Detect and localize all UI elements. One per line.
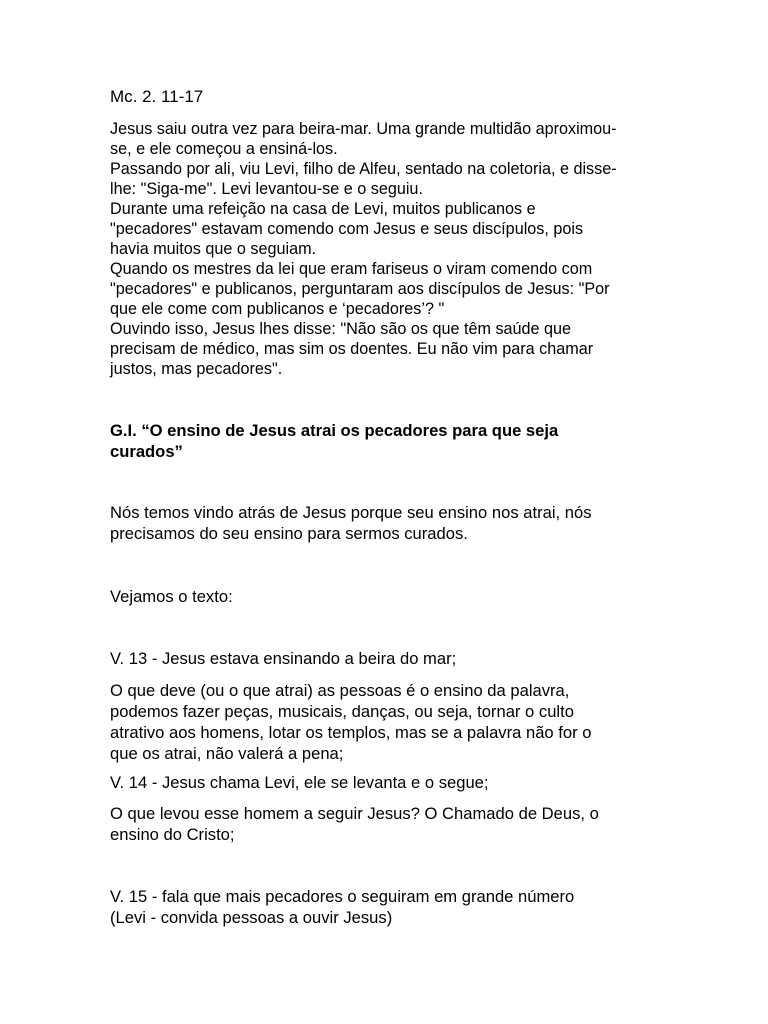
passage-line: "pecadores" e publicanos, perguntaram aos discípulos de Jesus: "Por bbox=[110, 280, 610, 298]
verse-13-line: atrativo aos homens, lotar os templos, mas se a palavra não for o bbox=[110, 723, 592, 742]
passage-line: Quando os mestres da lei que eram fariseus o viram comendo com bbox=[110, 260, 593, 278]
verse-13-title: V. 13 - Jesus estava ensinando a beira do mar; bbox=[110, 649, 457, 668]
passage-line: "pecadores" estavam comendo com Jesus e seus discípulos, pois bbox=[110, 220, 584, 238]
sermon-heading: curados” bbox=[110, 442, 183, 461]
passage-line: se, e ele começou a ensiná-los. bbox=[110, 140, 338, 158]
verse-14-line: ensino do Cristo; bbox=[110, 825, 235, 844]
passage-line: Passando por ali, viu Levi, filho de Alfeu, sentado na coletoria, e disse- bbox=[110, 160, 617, 178]
intro-line: precisamos do seu ensino para sermos curados. bbox=[110, 524, 468, 543]
verse-14-title: V. 14 - Jesus chama Levi, ele se levanta e o segue; bbox=[110, 773, 489, 792]
scripture-reference: Mc. 2. 11-17 bbox=[110, 87, 204, 106]
passage-line: justos, mas pecadores". bbox=[110, 360, 283, 378]
verse-15-line: (Levi - convida pessoas a ouvir Jesus) bbox=[110, 908, 393, 927]
passage-line: lhe: "Siga-me". Levi levantou-se e o seguiu. bbox=[110, 180, 423, 198]
passage-line: Jesus saiu outra vez para beira-mar. Uma grande multidão aproximou- bbox=[110, 120, 617, 138]
verse-13-line: podemos fazer peças, musicais, danças, ou seja, tornar o culto bbox=[110, 702, 574, 721]
vejamos-line: Vejamos o texto: bbox=[110, 587, 233, 606]
intro-line: Nós temos vindo atrás de Jesus porque seu ensino nos atrai, nós bbox=[110, 503, 592, 522]
verse-15-line: V. 15 - fala que mais pecadores o seguiram em grande número bbox=[110, 887, 575, 906]
passage-line: precisam de médico, mas sim os doentes. Eu não vim para chamar bbox=[110, 340, 594, 358]
sermon-heading: G.I. “O ensino de Jesus atrai os pecadores para que seja bbox=[110, 421, 559, 440]
verse-13-line: O que deve (ou o que atrai) as pessoas é o ensino da palavra, bbox=[110, 681, 570, 700]
passage-line: Ouvindo isso, Jesus lhes disse: "Não são os que têm saúde que bbox=[110, 320, 572, 338]
passage-line: que ele come com publicanos e ‘pecadores’? " bbox=[110, 300, 445, 318]
verse-13-line: que os atrai, não valerá a pena; bbox=[110, 744, 344, 763]
passage-line: Durante uma refeição na casa de Levi, muitos publicanos e bbox=[110, 200, 536, 218]
passage-line: havia muitos que o seguiam. bbox=[110, 240, 317, 258]
verse-14-line: O que levou esse homem a seguir Jesus? O Chamado de Deus, o bbox=[110, 804, 599, 823]
